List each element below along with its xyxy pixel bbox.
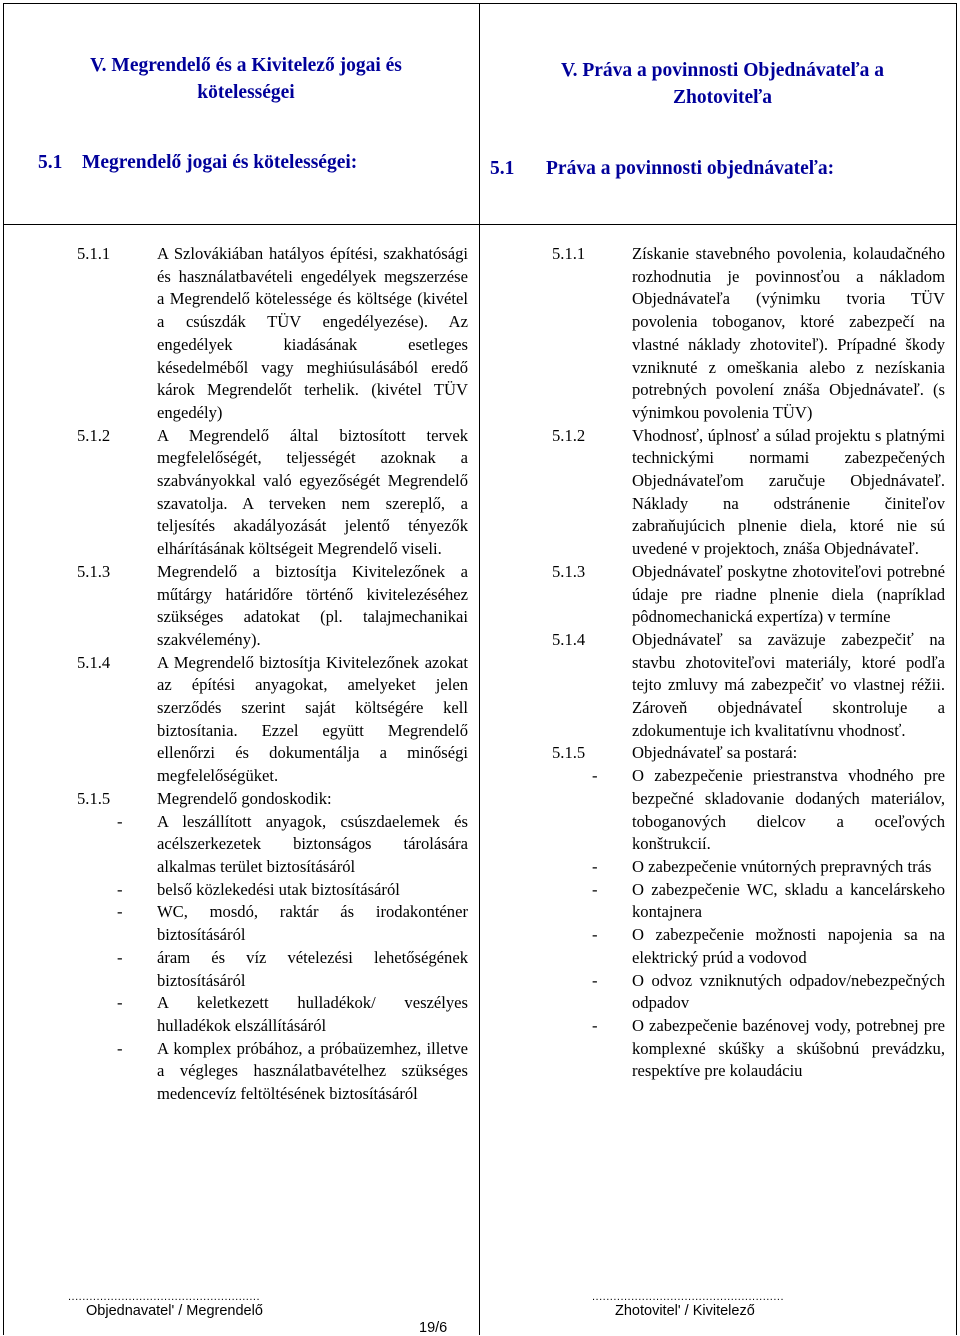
item-number: 5.1.5 (552, 743, 586, 763)
left-subitem (77, 901, 468, 946)
right-item-5-1-3 (552, 561, 945, 629)
subitem-text: O odvoz vzniknutých odpadov/nebezpečných odpadov (632, 970, 945, 1013)
right-border-line (956, 3, 957, 1335)
subitem-text: O zabezpečenie priestranstva vhodného pre bezpečné skladovanie dodaných materiálov, toboganových dielcov a oceľových konštrukcií. (632, 766, 945, 854)
left-subitem (77, 947, 468, 992)
right-subsection-text: Práva a povinnosti objednávateľa: (546, 158, 835, 179)
item-text: Megrendelő a biztosítja Kivitelezőnek a műtárgy határidőre történő kivitelezéséhez szükséges adatokat (pl. talajmechanikai szakvélemény). (157, 561, 468, 649)
right-subitem (552, 1015, 945, 1083)
item-text: A Megrendelő által biztosított tervek megfelelőségét, teljességét azoknak a szabványokkal való egyezőségét Megrendelő szavatolja. A terveken nem szereplő, a teljesítés akadályozását jelentő tényezők elhárításának költségeit Megrendelő viseli. (157, 425, 468, 559)
header-separator-line (3, 224, 957, 225)
item-number: 5.1.3 (77, 561, 111, 581)
item-text: Objednávateľ poskytne zhotoviteľovi potrebné údaje pre riadne plnenie diela (napríklad pôdnomechanická expertíza) v termíne (632, 561, 945, 627)
left-item-5-1-2 (77, 425, 468, 561)
left-subsection-number: 5.1 (38, 152, 63, 173)
item-text: Vhodnosť, úplnosť a súlad projektu s platnými technickými normami zabezpečených Objednávateľom zaručuje Objednávateľ. Náklady na odstránenie činiteľov zabraňujúcich plnenie diela, ktoré nie sú uvedené v projektoch, znáša Objednávateľ. (632, 425, 945, 559)
right-column-body (552, 243, 945, 1083)
subitem-text: A leszállított anyagok, csúszdaelemek és acélszerkezetek biztonságos tárolására alkalmas terület biztosításáról (157, 811, 468, 876)
right-item-5-1-1 (552, 243, 945, 425)
item-text: Megrendelő gondoskodik: (157, 788, 332, 808)
item-number: 5.1.3 (552, 561, 586, 581)
right-item-5-1-5 (552, 742, 945, 765)
dash-bullet: - (117, 811, 123, 831)
subitem-text: áram és víz vételezési lehetőségének biztosításáról (157, 947, 468, 990)
right-subsection-heading (490, 157, 834, 181)
left-subsection-heading (38, 151, 357, 175)
item-number: 5.1.1 (77, 244, 111, 263)
dash-bullet: - (117, 1038, 123, 1058)
subitem-text: belső közlekedési utak biztosításáról (157, 879, 400, 899)
item-text: A Szlovákiában hatályos építési, szakhatósági és használatbavételi engedélyek megszerzése a Megrendelő kötelessége és költsége (kivétel a csúszdák TÜV engedélyezése). Az engedélyek kiadásának esetleges késedelméből vagy meghiúsulásából eredő károk Megrendelőt terhelik. (kivétel TÜV engedély) (157, 244, 468, 422)
item-number: 5.1.1 (552, 244, 586, 263)
dash-bullet: - (592, 856, 598, 876)
item-text: A Megrendelő biztosítja Kivitelezőnek azokat az építési anyagokat, amelyeket jelen szerződés szerint saját költségére kell biztosítania. Ezzel együtt Megrendelő ellenőrzi és dokumentálja a minőségi megfelelőségüket. (157, 652, 468, 786)
item-number: 5.1.2 (77, 425, 111, 445)
left-subsection-text: Megrendelő jogai és kötelességei: (82, 152, 358, 173)
right-subitem (552, 879, 945, 924)
item-text: Objednávateľ sa postará: (632, 743, 798, 763)
item-number: 5.1.2 (552, 425, 586, 445)
right-subitem (552, 970, 945, 1015)
dash-bullet: - (117, 879, 123, 899)
right-item-5-1-2 (552, 425, 945, 561)
right-subitem (552, 924, 945, 969)
left-section-title: V. Megrendelő és a Kivitelező jogai és kötelességei (90, 55, 402, 103)
left-column-body (77, 243, 468, 1106)
center-divider-line (479, 3, 480, 1335)
item-text: Získanie stavebného povolenia, kolaudačného rozhodnutia je povinnosťou a nákladom Objednávateľa (výnimku tvoria TÜV povolenia toboganov, ktoré zabezpečí na vlastné náklady zhotoviteľ). Prípadné škody vzniknuté z omeškania alebo z nezískania potrebných povolení znáša Objednávateľ. (s výnimkou povolenia TÜV) (632, 244, 945, 422)
subitem-text: A komplex próbához, a próbaüzemhez, illetve a végleges használatbavételhez szükséges medencevíz feltöltésének biztosításáról (157, 1038, 468, 1104)
dash-bullet: - (592, 1015, 598, 1035)
left-item-5-1-5 (77, 788, 468, 811)
left-item-5-1-3 (77, 561, 468, 652)
page-number: 19/6 (419, 1320, 448, 1336)
subitem-text: O zabezpečenie bazénovej vody, potrebnej pre komplexné skúšky a skúšobnú prevádzku, respektíve pre kolaudáciu (632, 1015, 945, 1081)
right-subsection-number: 5.1 (490, 158, 515, 179)
dash-bullet: - (117, 993, 123, 1013)
dash-bullet: - (592, 925, 598, 945)
subitem-text: O zabezpečenie vnútorných prepravných trás (632, 856, 932, 876)
left-signature-label: Objednavatel' / Megrendelő (86, 1303, 263, 1319)
left-subitem (77, 879, 468, 902)
left-border-line (3, 3, 4, 1335)
dash-bullet: - (592, 766, 598, 786)
left-subitem (77, 1038, 468, 1106)
left-subitem (77, 992, 468, 1037)
subitem-text: O zabezpečenie možnosti napojenia sa na elektrický prúd a vodovod (632, 925, 945, 967)
dash-bullet: - (592, 879, 598, 899)
top-border-line (3, 3, 957, 4)
item-text: Objednávateľ sa zaväzuje zabezpečiť na stavbu zhotoviteľovi materiály, ktoré podľa tejto zmluvy má zabezpečiť vo vlastnej réžii. Zároveň objednávateĺ skontroluje a zdokumentuje ich kvalitatívnu vhodnosť. (632, 629, 945, 740)
left-subitem (77, 811, 468, 879)
item-number: 5.1.4 (77, 652, 111, 672)
right-section-title: V. Práva a povinnosti Objednávateľa a Zhotoviteľa (561, 60, 884, 108)
left-item-5-1-4 (77, 652, 468, 788)
right-subitem (552, 765, 945, 856)
subitem-text: WC, mosdó, raktár ás irodakonténer biztosításáról (157, 902, 468, 945)
left-item-5-1-1 (77, 243, 468, 425)
subitem-text: O zabezpečenie WC, skladu a kancelárskeho kontajnera (632, 879, 945, 922)
dash-bullet: - (592, 970, 598, 990)
right-subitem (552, 856, 945, 879)
dash-bullet: - (117, 902, 123, 922)
right-item-5-1-4 (552, 629, 945, 743)
left-signature-dots: ...................................................... (68, 1291, 261, 1303)
right-signature-dots: ...................................................... (592, 1291, 785, 1303)
dash-bullet: - (117, 947, 123, 967)
item-number: 5.1.4 (552, 629, 586, 649)
right-signature-label: Zhotovitel' / Kivitelező (615, 1303, 755, 1319)
subitem-text: A keletkezett hulladékok/ veszélyes hulladékok elszállításáról (157, 993, 468, 1035)
item-number: 5.1.5 (77, 788, 111, 808)
